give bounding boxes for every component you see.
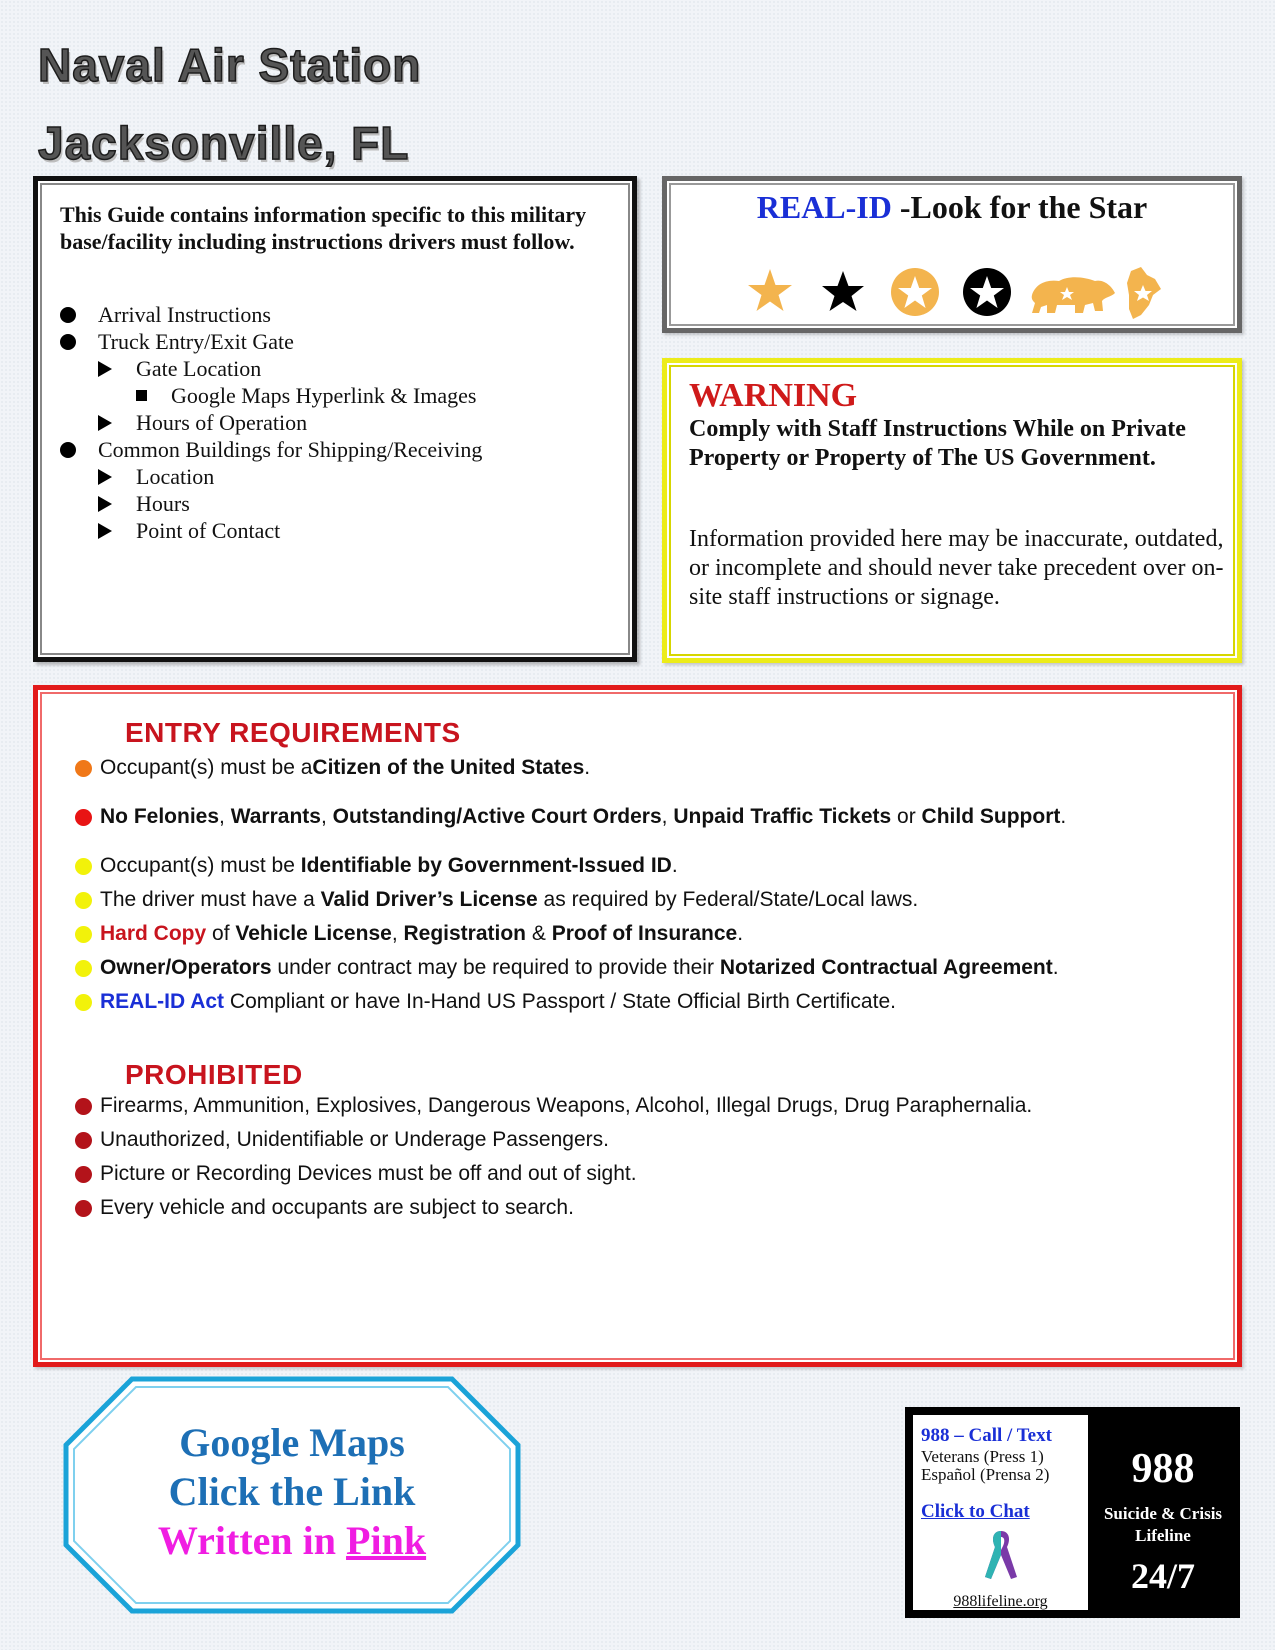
dark-red-bullet-icon (75, 1200, 92, 1217)
list-item: The driver must have a Valid Driver’s License as required by Federal/State/Local laws. (75, 888, 918, 912)
list-item: Unauthorized, Unidentifiable or Underage Passengers. (75, 1128, 609, 1152)
yellow-bullet-icon (75, 926, 92, 943)
arrow-bullet-icon (98, 415, 112, 431)
bullet-icon (60, 442, 76, 458)
dark-red-bullet-icon (75, 1132, 92, 1149)
list-item: Arrival Instructions (60, 301, 482, 328)
list-item: Every vehicle and occupants are subject to search. (75, 1196, 574, 1220)
realid-star-icons (745, 265, 1165, 321)
lifeline-number: 988 (1131, 1446, 1195, 1492)
list-item: Hours of Operation (60, 409, 482, 436)
list-item: Owner/Operators under contract may be required to provide their Notarized Contractual Agreement . (75, 956, 1059, 980)
california-bear-icon (1032, 277, 1115, 313)
warning-box (662, 358, 1242, 663)
lifeline-info (913, 1415, 1088, 1610)
pink-link[interactable]: Pink (346, 1518, 427, 1563)
square-bullet-icon (136, 390, 147, 401)
lifeline-veterans: Veterans (Press 1) (921, 1447, 1044, 1466)
list-item: Picture or Recording Devices must be off and out of sight. (75, 1162, 637, 1186)
requirements-box (33, 685, 1242, 1367)
realid-heading: REAL-ID -Look for the Star (756, 189, 1148, 225)
list-item: REAL-ID Act Compliant or have In-Hand US Passport / State Official Birth Certificate. (75, 990, 896, 1014)
warning-body: Information provided here may be inaccurate, outdated, or incomplete and should never take precedent over on-site staff instructions or signage. (689, 526, 1224, 610)
click-to-chat-link[interactable]: Click to Chat (921, 1501, 1030, 1522)
page-title-line1: Naval Air Station (38, 39, 422, 91)
lifeline-box (905, 1407, 1240, 1618)
page-title-line2: Jacksonville, FL (38, 117, 410, 169)
realid-box (662, 176, 1242, 333)
list-item: Occupant(s) must be Identifiable by Government-Issued ID . (75, 854, 678, 878)
google-maps-line2: Click the Link (168, 1469, 416, 1514)
awareness-ribbon-icon (981, 1529, 1021, 1581)
lifeline-espanol: Español (Prensa 2) (921, 1465, 1050, 1484)
guide-list (60, 301, 482, 544)
black-circle-star-icon (963, 268, 1011, 316)
dark-red-bullet-icon (75, 1166, 92, 1183)
bullet-icon (60, 334, 76, 350)
arrow-bullet-icon (98, 496, 112, 512)
lifeline-badge (1090, 1415, 1236, 1610)
black-star-icon (822, 271, 864, 311)
warning-title: WARNING (689, 377, 858, 414)
yellow-bullet-icon (75, 960, 92, 977)
list-item: Firearms, Ammunition, Explosives, Dangerous Weapons, Alcohol, Illegal Drugs, Drug Paraphernalia. (75, 1094, 1032, 1118)
red-bullet-icon (75, 809, 92, 826)
lifeline-name: Suicide & Crisis Lifeline (1103, 1504, 1223, 1545)
list-item: Gate Location (60, 355, 482, 382)
entry-requirements-heading: ENTRY REQUIREMENTS (125, 717, 461, 748)
arrow-bullet-icon (98, 469, 112, 485)
yellow-bullet-icon (75, 994, 92, 1011)
warning-subtitle: Comply with Staff Instructions While on Private Property or Property of The US Government. (689, 416, 1186, 471)
lifeline-call-text: 988 – Call / Text (921, 1425, 1052, 1446)
list-item: Location (60, 463, 482, 490)
dark-red-bullet-icon (75, 1098, 92, 1115)
bullet-icon (60, 307, 76, 323)
arrow-bullet-icon (98, 361, 112, 377)
guide-box (33, 176, 637, 662)
yellow-bullet-icon (75, 858, 92, 875)
orange-bullet-icon (75, 760, 92, 777)
gold-circle-star-icon (891, 268, 939, 316)
google-maps-line1: Google Maps (179, 1420, 405, 1465)
yellow-bullet-icon (75, 892, 92, 909)
list-item: Truck Entry/Exit Gate (60, 328, 482, 355)
arrow-bullet-icon (98, 523, 112, 539)
google-maps-line3: Written in Pink (157, 1518, 427, 1563)
list-item: Hours (60, 490, 482, 517)
guide-intro: This Guide contains information specific to this military base/facility including instructions drivers must follow. (60, 202, 587, 254)
lifeline-hours: 24/7 (1130, 1556, 1195, 1596)
gold-star-icon (748, 269, 792, 311)
lifeline-website[interactable]: 988lifeline.org (953, 1593, 1048, 1610)
list-item: No Felonies , Warrants , Outstanding/Active Court Orders , Unpaid Traffic Tickets or Child Support . (75, 805, 1066, 829)
list-item: Occupant(s) must be a Citizen of the United States . (75, 756, 590, 780)
google-maps-callout (62, 1418, 522, 1565)
list-item: Point of Contact (60, 517, 482, 544)
maine-star-icon (1127, 267, 1161, 319)
list-item: Common Buildings for Shipping/Receiving (60, 436, 482, 463)
list-item: Hard Copy of Vehicle License , Registration & Proof of Insurance . (75, 922, 743, 946)
prohibited-heading: PROHIBITED (125, 1059, 303, 1090)
list-item: Google Maps Hyperlink & Images (60, 382, 482, 409)
